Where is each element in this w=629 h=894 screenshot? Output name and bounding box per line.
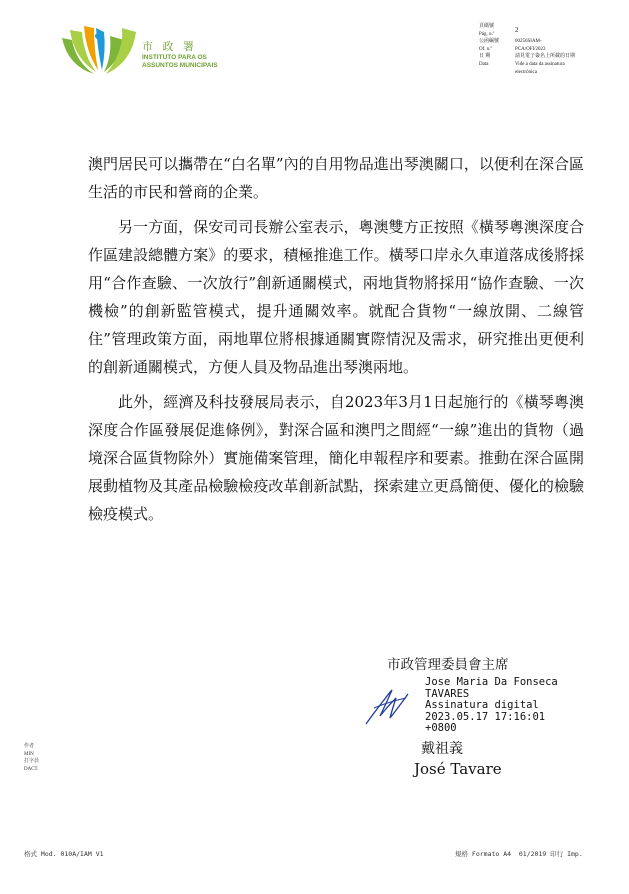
author-label: 作者 xyxy=(24,744,35,749)
paragraph: 另一方面，保安司司長辦公室表示，粵澳雙方正按照《橫琴粵澳深度合作區建設總體方案》的要求，積極推進工作。橫琴口岸永久車道落成後將採用“合作查驗、一次放行”創新通關模式，兩地貨物將採用“協作查驗、一次機檢”的創新監管模式，提升通關效率。就配合貨物“一線放開、二線管住”管理政策方面，兩地單位將根據通關實際情況及需求，研究推出更便利的創新通關模式，方便人員及物品進出琴澳兩地。 xyxy=(88,218,584,376)
document-reference-block xyxy=(479,23,575,76)
meta-label: 頁碼號 Pág. n.º xyxy=(479,24,495,37)
meta-label: 公函編號 Of. n.º xyxy=(479,39,500,52)
iam-emblem-icon xyxy=(58,22,138,76)
page-number-row xyxy=(479,23,575,38)
digital-signature-line: Assinatura digital xyxy=(425,699,539,711)
logo-portuguese-name: INSTITUTO PARA OS ASSUNTOS MUNICIPAIS xyxy=(142,54,218,69)
meta-label: 日 期 Data xyxy=(479,54,491,67)
iam-logo xyxy=(58,22,218,78)
letter-number-row xyxy=(479,38,575,53)
handwritten-signature-icon xyxy=(362,686,414,728)
date-row xyxy=(479,53,575,76)
meta-value: 請見電子簽名上所載的日期 Vide a data da assinatura electrónica xyxy=(515,54,576,75)
typist-initials: DACT. xyxy=(24,766,39,772)
digital-signature-line: +0800 xyxy=(425,722,457,734)
signatory-name-chinese: 戴祖義 xyxy=(421,741,463,757)
paragraph: 澳門居民可以攜帶在“白名單”內的自用物品進出琴澳關口，以便利在深合區生活的市民和營商的企業。 xyxy=(88,155,584,201)
paragraph: 此外，經濟及科技發展局表示，自2023年3月1日起施行的《橫琴粵澳深度合作區發展促進條例》，對深合區和澳門之間經“一線”進出的貨物（過境深合區貨物除外）實施備案管理，簡化申報程序和要素。推動在深合區開展動植物及其產品檢驗檢疫改革創新試點，探索建立更爲簡便、優化的檢驗檢疫模式。 xyxy=(88,393,584,523)
typist-label: 打字員 xyxy=(24,759,40,764)
signatory-title: 市政管理委員會主席 xyxy=(387,657,509,673)
meta-value: 00256SIAM- PCA/OFI/2023 xyxy=(515,39,546,52)
digital-signature-line: TAVARES xyxy=(425,687,470,700)
letter-body xyxy=(88,150,584,535)
digital-signature-line: Jose Maria Da Fonseca xyxy=(425,676,558,688)
digital-signature-line: 2023.05.17 17:16:01 xyxy=(425,710,546,723)
footer-format: 規格 Formato A4 01/2019 印行 Imp. xyxy=(455,850,583,858)
author-initials: MIN xyxy=(24,751,34,757)
author-typist-block xyxy=(24,743,39,773)
signatory-name-portuguese: José Tavare xyxy=(414,760,502,778)
digital-signature-block xyxy=(425,677,558,735)
meta-value: 2 xyxy=(515,26,519,34)
logo-chinese-name: 市 政 署 xyxy=(142,40,197,53)
footer-form-code: 格式 Mod. 010A/IAM V1 xyxy=(24,850,104,858)
